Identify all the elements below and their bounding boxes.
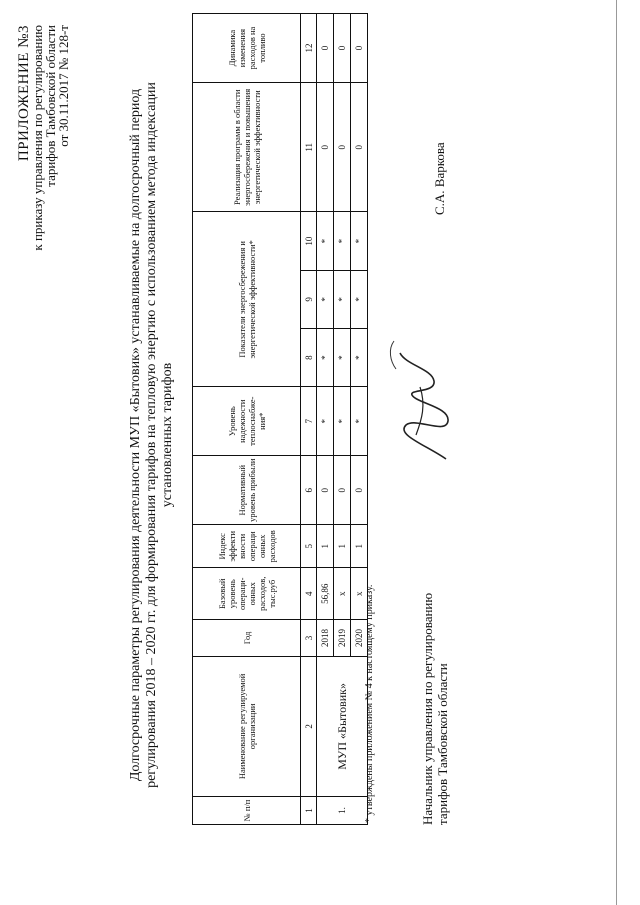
header-dynamics: Динамика изменения расходов на топливо [193,14,301,83]
cell-energy-10: * [317,212,334,270]
header-base: Базовый уровень операци-онных расходов, тыс.руб [193,568,301,620]
header-programs: Реализация программ в области энергосбережения и повышения энергетической эффективности [193,83,301,212]
cell-energy-9: * [334,270,351,328]
header-year: Год [193,620,301,657]
cell-index: 1 [334,525,351,568]
scan-edge-line [616,0,617,905]
cell-reliability: * [317,387,334,456]
cell-dynamics: 0 [351,14,368,83]
organization-name: МУП «Бытовик» [317,656,368,796]
col-number: 12 [301,14,317,83]
header-org: Наименование регулируемой организации [193,656,301,796]
parameters-table [192,13,368,825]
cell-energy-10: * [351,212,368,270]
col-number: 4 [301,568,317,620]
table-row [317,14,334,825]
title-line2: регулирования 2018 – 2020 гг. для формирования тарифов на тепловую энергию с использованием метода индексации [144,82,159,788]
cell-energy-10: * [334,212,351,270]
signer-position-line2: тарифов Тамбовской области [435,663,450,825]
cell-base: х [334,568,351,620]
annex-line2: тарифов Тамбовской области [43,25,58,187]
col-number: 5 [301,525,317,568]
cell-profit: 0 [317,456,334,525]
column-number-row [301,14,317,825]
header-profit: Нормативный уровень прибыли [193,456,301,525]
row-number: 1. [317,796,368,824]
col-number: 1 [301,796,317,824]
col-number: 3 [301,620,317,657]
header-reliability: Уровень надежности теплоснабже-ния* [193,387,301,456]
annex-line1: к приказу управления по регулированию [30,25,45,251]
cell-energy-9: * [317,270,334,328]
title-line1: Долгосрочные параметры регулирования деятельности МУП «Бытовик» устанавливаемые на долгосрочный период [128,88,143,782]
annex-line3: от 30.11.2017 № 128-т [56,25,71,147]
cell-year: 2020 [351,620,368,657]
signer-position-line1: Начальник управления по регулированию [420,592,435,825]
annex-title: ПРИЛОЖЕНИЕ №3 [16,25,32,162]
cell-index: 1 [351,525,368,568]
cell-profit: 0 [334,456,351,525]
cell-year: 2019 [334,620,351,657]
cell-energy-8: * [334,328,351,386]
col-number: 7 [301,387,317,456]
cell-programs: 0 [334,83,351,212]
col-number: 2 [301,656,317,796]
signer-block [420,465,450,825]
signature-mark [376,335,466,465]
col-number: 11 [301,83,317,212]
cell-energy-8: * [317,328,334,386]
col-number: 6 [301,456,317,525]
col-number: 8 [301,328,317,386]
cell-dynamics: 0 [334,14,351,83]
cell-reliability: * [351,387,368,456]
col-number: 10 [301,212,317,270]
header-energy: Показатели энергосбережения и энергетической эффективности* [193,212,301,387]
annex-block [18,25,70,345]
cell-reliability: * [334,387,351,456]
header-row [193,14,301,825]
cell-energy-8: * [351,328,368,386]
col-number: 9 [301,270,317,328]
cell-base: х [351,568,368,620]
header-index: Индекс эффекти вности операци онных расходов [193,525,301,568]
cell-index: 1 [317,525,334,568]
cell-programs: 0 [351,83,368,212]
footnote: * утверждены приложением № 4 к настоящему приказу. [364,584,375,823]
cell-dynamics: 0 [317,14,334,83]
document-title [128,55,176,815]
header-num: № п/п [193,796,301,824]
title-line3: установленных тарифов [160,362,175,508]
cell-base: 56,86 [317,568,334,620]
cell-energy-9: * [351,270,368,328]
cell-programs: 0 [317,83,334,212]
signer-name: С.А. Варкова [432,142,447,215]
cell-profit: 0 [351,456,368,525]
cell-year: 2018 [317,620,334,657]
